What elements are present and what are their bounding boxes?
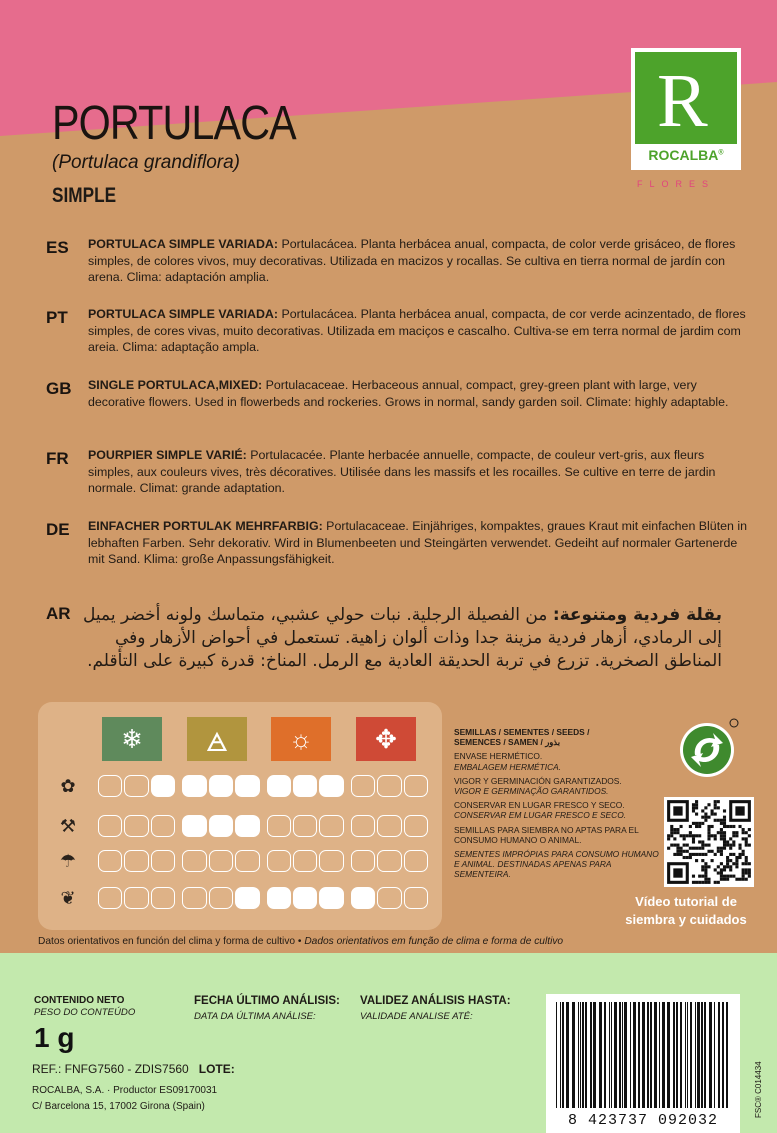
month-cell [267, 815, 291, 837]
seeds-heading-1: SEMILLAS / SEMENTES / SEEDS / [454, 727, 590, 737]
month-cell [319, 887, 343, 909]
month-cell [235, 815, 259, 837]
description-pt: PORTULACA SIMPLE VARIADA: Portulacácea. Planta herbácea anual, compacta, de cor verde acinzentado, de flores simples, de cores vivas, muito decorativas. Utilizada em maciços e cascalho. Cultiva-se em terra normal de jardim com areia. Clima: adaptação ampla. [88, 307, 746, 354]
qr-code[interactable] [664, 797, 754, 887]
month-cell [235, 887, 259, 909]
seeds-info-item: ENVASE HERMÉTICO. EMBALAGEM HERMÉTICA. [454, 751, 562, 772]
green-dot-recycle-icon [677, 717, 739, 779]
month-cell [151, 887, 175, 909]
description-fr: POURPIER SIMPLE VARIÉ: Portulacacée. Plante herbacée annuelle, compacte, de couleur vert-gris, aux fleurs simples, aux couleurs vives, très décoratives. Utilisée dans les massifs et les rocailles. Se cultive en terre de jardin normale. Climat: grande adaptation. [88, 448, 716, 495]
latin-name: (Portulaca grandiflora) [52, 152, 240, 173]
month-cell [377, 775, 401, 797]
month-cell [351, 887, 375, 909]
rocalba-logo [631, 48, 741, 196]
month-cell [182, 850, 206, 872]
seeds-info [454, 727, 664, 880]
flowering-plant-hand-icon: ❦ [60, 887, 76, 908]
month-cells-row [98, 887, 428, 909]
month-cell [267, 887, 291, 909]
month-cell [124, 775, 148, 797]
description-ar: بقلة فردية ومتنوعة: من الفصيلة الرجلية. نبات حولي عشبي، متماسك ولونه أخضر يميل إلى الرمادي، أزهار فردية مزينة جدا وذات ألوان زاهية. تستعمل في أحواض الأزهار وفي المناطق الصخرية. تزرع في تربة الحديقة العادية مع الرمل. المناخ: قدرة كبيرة على التأقلم. [83, 605, 722, 671]
net-weight: 1 g [34, 1022, 75, 1053]
month-cell [124, 815, 148, 837]
month-cell [267, 850, 291, 872]
month-cell [319, 775, 343, 797]
fsc-label [745, 1010, 775, 1120]
month-cell [293, 775, 317, 797]
analysis-date-label-pt: DATA DA ÚLTIMA ANÁLISE: [194, 1011, 316, 1022]
spring-leaf-icon: 🜁 [187, 717, 247, 761]
net-content-label: CONTENIDO NETO [34, 995, 125, 1006]
seeds-info-item: VIGOR Y GERMINACIÓN GARANTIZADOS. VIGOR E GERMINAÇÃO GARANTIDOS. [454, 775, 622, 797]
month-cell [209, 850, 233, 872]
description-de: EINFACHER PORTULAK MEHRFARBIG: Portulacaceae. Einjähriges, kompaktes, graues Kraut mit einfachen Blüten in lebhaften Farben. Sehr dekorativ. Wird in Blumenbeeten und Steingärten verwendet. Gedeiht auf normaler Gartenerde mit Sand. Klima: große Anpassungsfähigkeit. [88, 519, 748, 566]
producer: ROCALBA, S.A. · Productor ES09170031 [32, 1085, 218, 1096]
month-cell [151, 850, 175, 872]
month-cell [98, 850, 122, 872]
address: C/ Barcelona 15, 17002 Girona (Spain) [32, 1101, 205, 1112]
month-cell [182, 887, 206, 909]
month-cell [182, 775, 206, 797]
month-cell [182, 815, 206, 837]
sowing-indoor-icon: ✿ [60, 775, 76, 796]
lang-code-pt: PT [46, 308, 68, 327]
month-cell [151, 775, 175, 797]
autumn-maple-leaf-icon: ✥ [356, 717, 416, 761]
month-cells-row [98, 815, 428, 837]
month-cell [404, 815, 428, 837]
month-cell [209, 887, 233, 909]
product-title: PORTULACA [52, 97, 296, 150]
video-tutorial-label[interactable]: Vídeo tutorial de siembra y cuidados [625, 894, 747, 927]
disclaimer: Datos orientativos en función del clima y forma de cultivo • Dados orientativos em função de clima e forma de cultivo [38, 936, 564, 947]
month-cell [293, 887, 317, 909]
reference: REF.: FNFG7560 - ZDIS7560 LOTE: [32, 1062, 235, 1076]
svg-text:FSC® C014434: FSC® C014434 [754, 1061, 763, 1118]
logo-tagline: FLORES [637, 179, 716, 189]
winter-snowflake-icon: ❄ [102, 717, 162, 761]
sowing-outdoor-icon: ⚒ [59, 815, 77, 836]
month-cell [98, 887, 122, 909]
month-cell [267, 775, 291, 797]
validity-label: VALIDEZ ANÁLISIS HASTA: [360, 995, 511, 1007]
month-cell [293, 815, 317, 837]
month-cell [293, 850, 317, 872]
month-cell [124, 887, 148, 909]
lang-code-de: DE [46, 520, 70, 539]
month-cell [235, 775, 259, 797]
month-cells-row [98, 775, 428, 797]
seeds-heading-2: SEMENCES / SAMEN / بذور [454, 737, 561, 748]
month-cell [151, 815, 175, 837]
summer-sun-icon: ☼ [271, 717, 331, 761]
month-cell [319, 850, 343, 872]
month-cell [351, 775, 375, 797]
barcode-number: 8 423737 092032 [567, 1112, 719, 1129]
transplant-watering-icon: ☂ [59, 850, 77, 871]
month-cell [351, 850, 375, 872]
month-cell [124, 850, 148, 872]
month-cell [377, 815, 401, 837]
variety-label: SIMPLE [52, 184, 117, 207]
month-cell [319, 815, 343, 837]
net-content-label-pt: PESO DO CONTEÚDO [34, 1007, 136, 1018]
seeds-info-item: SEMILLAS PARA SIEMBRA NO APTAS PARA EL CONSUMO HUMANO O ANIMAL. [454, 824, 639, 845]
lang-code-gb: GB [46, 379, 72, 398]
analysis-date-label: FECHA ÚLTIMO ANÁLISIS: [194, 995, 340, 1007]
month-cell [377, 887, 401, 909]
month-cell [351, 815, 375, 837]
month-cell [235, 850, 259, 872]
month-cell [209, 775, 233, 797]
logo-brand-name: ROCALBA® [648, 147, 724, 163]
lang-code-es: ES [46, 238, 69, 257]
month-cell [98, 775, 122, 797]
month-cell [209, 815, 233, 837]
validity-label-pt: VALIDADE ANALISE ATÉ: [360, 1011, 473, 1022]
month-cell [377, 850, 401, 872]
month-cell [404, 850, 428, 872]
seeds-info-item: CONSERVAR EN LUGAR FRESCO Y SECO. CONSERVAR EM LUGAR FRESCO E SECO. [454, 800, 627, 821]
month-cells-row [98, 850, 428, 872]
month-cell [404, 775, 428, 797]
description-es: PORTULACA SIMPLE VARIADA: Portulacácea. Planta herbácea anual, compacta, de color verde grisáceo, de flores simples, de colores vivos, muy decorativas. Utilizada en macizos y rocallas. Se cultiva en tierra normal de jardín con arena. Clima: adaptación amplia. [88, 237, 736, 284]
month-cell [404, 887, 428, 909]
lang-code-fr: FR [46, 449, 69, 468]
seeds-info-item: SEMENTES IMPRÓPIAS PARA CONSUMO HUMANO E ANIMAL. DESTINADAS APENAS PARA SEMENTEIRA. [454, 849, 659, 880]
lang-code-ar: AR [46, 604, 71, 623]
month-cell [98, 815, 122, 837]
description-gb: SINGLE PORTULACA,MIXED: Portulacaceae. Herbaceous annual, compact, grey-green plant with large, very decorative flowers. Used in flowerbeds and rockeries. Grows in normal, sandy garden soil. Climate: highly adaptable. [88, 378, 729, 409]
logo-letter: R [657, 59, 708, 143]
